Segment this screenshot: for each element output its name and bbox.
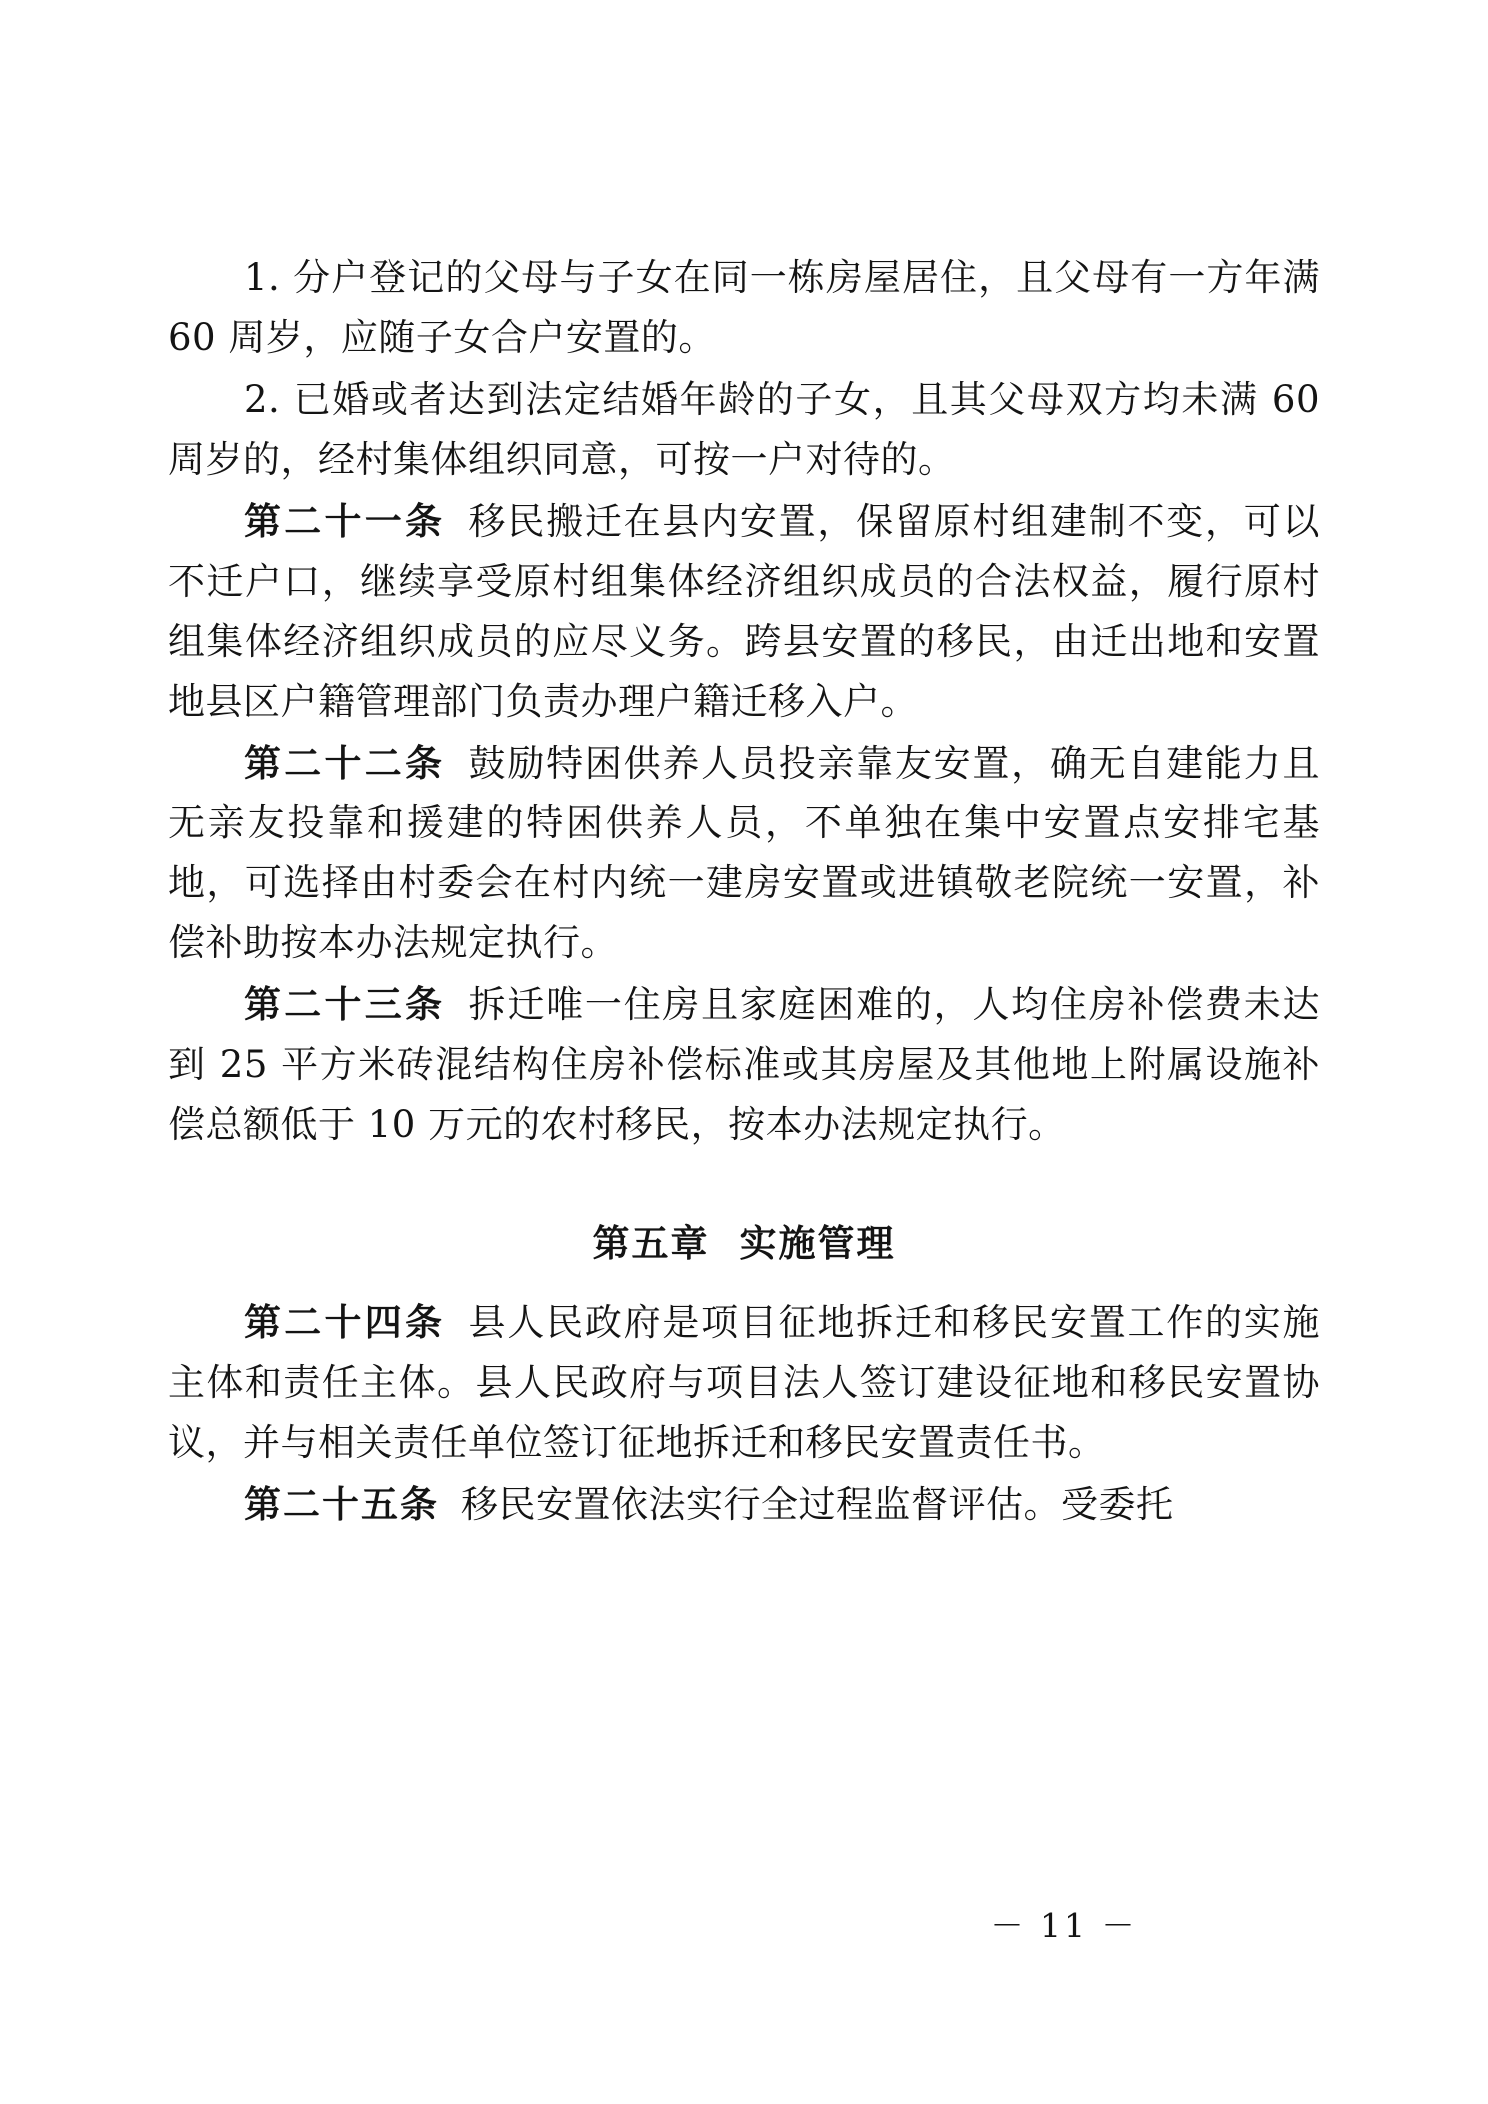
- article-body-25: 移民安置依法实行全过程监督评估。受委托: [461, 1482, 1174, 1526]
- article-body-23: 拆迁唯一住房且家庭困难的，人均住房补偿费未达到 25 平方米砖混结构住房补偿标准或其房屋及其他地上附属设施补偿总额低于 10 万元的农村移民，按本办法规定执行。: [168, 983, 1320, 1147]
- paragraph-item-1: 1. 分户登记的父母与子女在同一栋房屋居住，且父母有一方年满 60 周岁，应随子女合户安置的。: [168, 256, 1320, 359]
- page-number: [0, 1900, 1488, 1947]
- paragraph-item-2: 2. 已婚或者达到法定结婚年龄的子女，且其父母双方均未满 60 周岁的，经村集体组织同意，可按一户对待的。: [168, 377, 1320, 481]
- paragraph-article-22: [168, 734, 1320, 974]
- article-body-24: 县人民政府是项目征地拆迁和移民安置工作的实施主体和责任主体。县人民政府与项目法人签订建设征地和移民安置协议，并与相关责任单位签订征地拆迁和移民安置责任书。: [168, 1301, 1320, 1464]
- paragraph-article-24: [168, 1293, 1320, 1473]
- article-heading-23: 第二十三条: [244, 982, 446, 1027]
- paragraph-article-25: [168, 1475, 1320, 1535]
- chapter-heading: [168, 1213, 1320, 1267]
- chapter-label: 第五章: [592, 1221, 710, 1266]
- document-body: [168, 248, 1320, 1537]
- article-heading-25: 第二十五条: [244, 1481, 439, 1526]
- page-number-text: － 11 －: [990, 1906, 1138, 1945]
- article-heading-21: 第二十一条: [244, 498, 446, 543]
- paragraph-article-23: [168, 975, 1320, 1155]
- article-heading-22: 第二十二条: [244, 740, 446, 785]
- article-body-21: 移民搬迁在县内安置，保留原村组建制不变，可以不迁户口，继续享受原村组集体经济组织成员的合法权益，履行原村组集体经济组织成员的应尽义务。跨县安置的移民，由迁出地和安置地县区户籍管理部门负责办理户籍迁移入户。: [168, 499, 1320, 723]
- article-heading-24: 第二十四条: [244, 1300, 446, 1345]
- paragraph-article-21: [168, 492, 1320, 732]
- chapter-title: 实施管理: [739, 1221, 896, 1266]
- article-body-22: 鼓励特困供养人员投亲靠友安置，确无自建能力且无亲友投靠和援建的特困供养人员，不单独在集中安置点安排宅基地，可选择由村委会在村内统一建房安置或进镇敬老院统一安置，补偿补助按本办法规定执行。: [168, 741, 1320, 965]
